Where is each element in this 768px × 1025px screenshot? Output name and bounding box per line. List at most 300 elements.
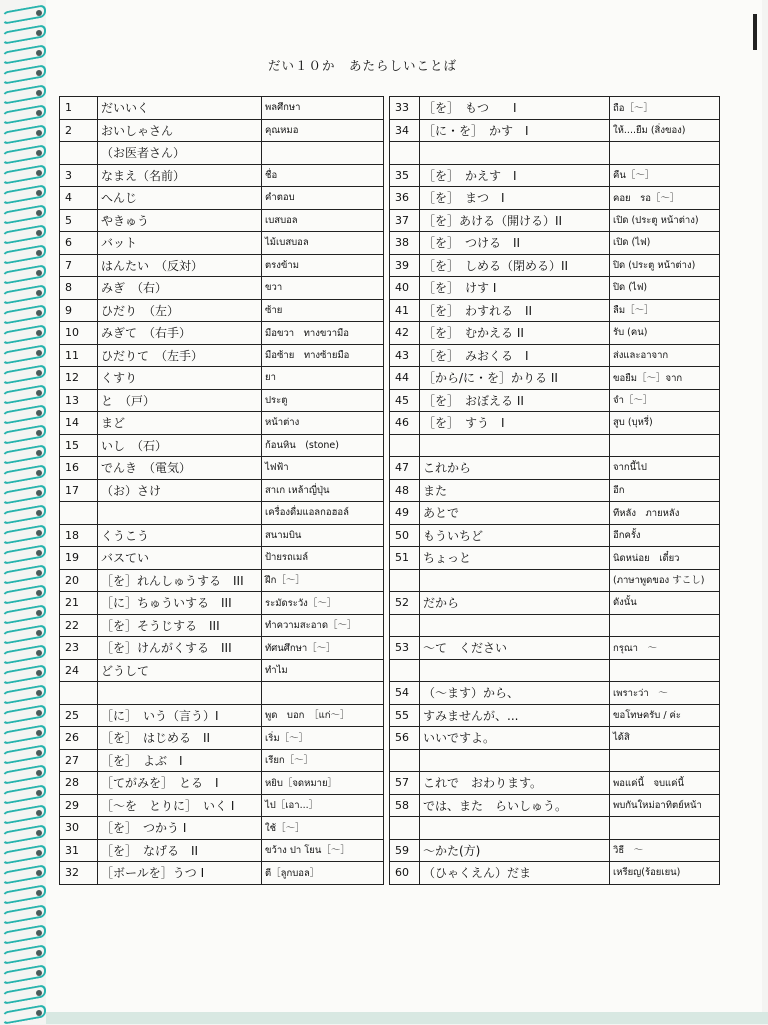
japanese-term: ［を］ おぼえる II [420,389,610,412]
table-row [60,704,384,727]
thai-meaning [610,659,720,682]
table-row [60,367,384,390]
japanese-term: ［を］ つける II [420,232,610,255]
row-number: 43 [390,344,420,367]
japanese-term: ［を］ はじめる II [98,727,262,750]
japanese-term: まど [98,412,262,435]
thai-meaning: ขวา [262,277,384,300]
japanese-term: はんたい （反対） [98,254,262,277]
thai-meaning [610,434,720,457]
row-number: 49 [390,502,420,525]
table-row [60,412,384,435]
japanese-term: ［を］ よぶ I [98,749,262,772]
table-row [390,547,720,570]
spiral-coil [2,268,44,280]
row-number: 12 [60,367,98,390]
row-number: 58 [390,794,420,817]
thai-meaning [262,682,384,705]
spiral-coil [2,948,44,960]
row-number: 3 [60,164,98,187]
table-row [390,367,720,390]
spiral-coil [2,868,44,880]
row-number: 47 [390,457,420,480]
japanese-term: （～ます）から、 [420,682,610,705]
row-number: 54 [390,682,420,705]
japanese-term: ［てがみを］ とる I [98,772,262,795]
thai-meaning: กรุณา ～ [610,637,720,660]
thai-meaning: สูบ (บุหรี่) [610,412,720,435]
thai-meaning [610,749,720,772]
japanese-term: （お）さけ [98,479,262,502]
japanese-term: ［を］けんがくする III [98,637,262,660]
row-number: 16 [60,457,98,480]
row-number: 55 [390,704,420,727]
row-number: 17 [60,479,98,502]
row-number: 8 [60,277,98,300]
table-row [390,277,720,300]
table-row [60,187,384,210]
thai-meaning: เรียก［～］ [262,749,384,772]
japanese-term: （ひゃくえん）だま [420,862,610,885]
row-number: 45 [390,389,420,412]
row-number: 46 [390,412,420,435]
thai-meaning: ไป［เอา...］ [262,794,384,817]
spiral-coil [2,688,44,700]
japanese-term: ［を］ けす I [420,277,610,300]
japanese-term: すみませんが、... [420,704,610,727]
table-row [60,479,384,502]
spiral-coil [2,508,44,520]
row-number: 13 [60,389,98,412]
row-number: 32 [60,862,98,885]
spiral-coil [2,728,44,740]
table-row [390,749,720,772]
spiral-coil [2,808,44,820]
thai-meaning: คำตอบ [262,187,384,210]
japanese-term: おいしゃさん [98,119,262,142]
thai-meaning: ได้สิ [610,727,720,750]
table-row [60,142,384,165]
thai-meaning: ปิด (ไฟ) [610,277,720,300]
table-row [60,209,384,232]
table-row [60,749,384,772]
spiral-coil [2,468,44,480]
row-number: 35 [390,164,420,187]
japanese-term: これで おわります。 [420,772,610,795]
japanese-term: どうして [98,659,262,682]
row-number: 24 [60,659,98,682]
japanese-term: ［を］ すう I [420,412,610,435]
japanese-term: ちょっと [420,547,610,570]
spiral-coil [2,988,44,1000]
spiral-coil [2,528,44,540]
thai-meaning: ระมัดระวัง［～］ [262,592,384,615]
table-row [390,479,720,502]
row-number: 41 [390,299,420,322]
spiral-coil [2,488,44,500]
thai-meaning: เพราะว่า ～ [610,682,720,705]
row-number: 38 [390,232,420,255]
table-row [390,457,720,480]
thai-meaning: ทีหลัง ภายหลัง [610,502,720,525]
thai-meaning: เหรียญ(ร้อยเยน) [610,862,720,885]
row-number: 29 [60,794,98,817]
japanese-term: いし （石） [98,434,262,457]
japanese-term [420,142,610,165]
row-number: 26 [60,727,98,750]
row-number [60,682,98,705]
japanese-term: ［に］ちゅういする III [98,592,262,615]
spiral-coil [2,128,44,140]
table-row [390,794,720,817]
spiral-coil [2,608,44,620]
table-row [390,502,720,525]
japanese-term: と （戸） [98,389,262,412]
japanese-term [420,434,610,457]
thai-meaning: ป้ายรถเมล์ [262,547,384,570]
thai-meaning: ยา [262,367,384,390]
thai-meaning: พบกันใหม่อาทิตย์หน้า [610,794,720,817]
japanese-term: バスてい [98,547,262,570]
thai-meaning: ซ้าย [262,299,384,322]
spiral-coil [2,828,44,840]
thai-meaning: มือขวา ทางขวามือ [262,322,384,345]
spiral-coil [2,648,44,660]
thai-meaning: ส่งและอาจาก [610,344,720,367]
spiral-coil [2,308,44,320]
row-number: 11 [60,344,98,367]
row-number: 51 [390,547,420,570]
row-number: 60 [390,862,420,885]
table-row [390,727,720,750]
japanese-term: ［に・を］ かす I [420,119,610,142]
japanese-term: あとで [420,502,610,525]
table-row [390,614,720,637]
row-number [390,749,420,772]
thai-meaning: ตรงข้าม [262,254,384,277]
thai-meaning: ไม้เบสบอล [262,232,384,255]
spiral-coil [2,248,44,260]
row-number: 48 [390,479,420,502]
japanese-term: みぎ （右） [98,277,262,300]
row-number: 5 [60,209,98,232]
table-row [60,254,384,277]
spiral-coil [2,68,44,80]
row-number: 19 [60,547,98,570]
spiral-coil [2,168,44,180]
thai-meaning: คุณหมอ [262,119,384,142]
spiral-coil [2,228,44,240]
thai-meaning: ให้....ยืม (สิ่งของ) [610,119,720,142]
spiral-coil [2,408,44,420]
spiral-coil [2,428,44,440]
table-row [60,839,384,862]
table-row [390,142,720,165]
spiral-coil [2,108,44,120]
table-row [390,524,720,547]
table-row [390,592,720,615]
spiral-coil [2,8,44,20]
table-row [60,772,384,795]
japanese-term: ［を］ つかう I [98,817,262,840]
row-number [60,502,98,525]
thai-meaning: ขอยืม［～］จาก [610,367,720,390]
japanese-term: ［を］れんしゅうする III [98,569,262,592]
japanese-term: ［を］ しめる（閉める）II [420,254,610,277]
row-number [390,817,420,840]
thai-meaning: หน้าต่าง [262,412,384,435]
row-number: 14 [60,412,98,435]
spiral-coil [2,88,44,100]
table-row [60,119,384,142]
row-number: 50 [390,524,420,547]
thai-meaning: ขอโทษครับ / ค่ะ [610,704,720,727]
spiral-coil [2,48,44,60]
thai-meaning: รับ (คน) [610,322,720,345]
row-number: 52 [390,592,420,615]
thai-meaning: ชื่อ [262,164,384,187]
thai-meaning: เปิด (ไฟ) [610,232,720,255]
table-row [390,299,720,322]
japanese-term: また [420,479,610,502]
japanese-term: ［を］そうじする III [98,614,262,637]
japanese-term: ～かた(方) [420,839,610,862]
row-number: 28 [60,772,98,795]
japanese-term: これから [420,457,610,480]
row-number: 2 [60,119,98,142]
japanese-term: みぎて （右手） [98,322,262,345]
table-row [60,277,384,300]
table-row [390,569,720,592]
table-row [390,839,720,862]
row-number: 1 [60,97,98,120]
japanese-term: ［を］ かえす I [420,164,610,187]
row-number: 31 [60,839,98,862]
row-number [390,659,420,682]
japanese-term: ［を］あける（開ける）II [420,209,610,232]
japanese-term: くすり [98,367,262,390]
spiral-coil [2,888,44,900]
spiral-coil [2,788,44,800]
table-row [60,232,384,255]
row-number: 44 [390,367,420,390]
thai-meaning: อีกครั้ง [610,524,720,547]
thai-meaning: เครื่องดื่มแอลกอฮอล์ [262,502,384,525]
spiral-coil [2,708,44,720]
table-row [390,209,720,232]
spiral-coil [2,968,44,980]
thai-meaning: (ภาษาพูดของ すこし) [610,569,720,592]
thai-meaning: อีก [610,479,720,502]
row-number: 6 [60,232,98,255]
row-number: 21 [60,592,98,615]
row-number: 27 [60,749,98,772]
table-row [390,187,720,210]
table-row [390,817,720,840]
spiral-coil [2,188,44,200]
japanese-term: やきゅう [98,209,262,232]
table-row [60,862,384,885]
japanese-term: ［を］ みおくる I [420,344,610,367]
thai-meaning: ใช้［～］ [262,817,384,840]
row-number: 40 [390,277,420,300]
table-row [390,704,720,727]
table-row [60,502,384,525]
spiral-coil [2,568,44,580]
spiral-coil [2,328,44,340]
table-row [60,817,384,840]
japanese-term: ［を］ まつ I [420,187,610,210]
japanese-term: いいですよ。 [420,727,610,750]
japanese-term: だいいく [98,97,262,120]
japanese-term: もういちど [420,524,610,547]
table-row [60,614,384,637]
vocab-table-right [389,96,720,885]
spiral-coil [2,908,44,920]
table-row [60,389,384,412]
thai-meaning: ทัศนศึกษา［～］ [262,637,384,660]
thai-meaning: คอย รอ［～］ [610,187,720,210]
japanese-term: でんき （電気） [98,457,262,480]
japanese-term [420,569,610,592]
table-row [390,389,720,412]
row-number: 53 [390,637,420,660]
thai-meaning: เปิด (ประตู หน้าต่าง) [610,209,720,232]
japanese-term [420,614,610,637]
thai-meaning: มือซ้าย ทางซ้ายมือ [262,344,384,367]
japanese-term: ［を］ むかえる II [420,322,610,345]
japanese-term: なまえ（名前） [98,164,262,187]
row-number [390,434,420,457]
row-number [390,614,420,637]
row-number: 33 [390,97,420,120]
thai-meaning: ก้อนหิน (stone) [262,434,384,457]
spiral-coil [2,448,44,460]
japanese-term: だから [420,592,610,615]
table-row [390,659,720,682]
thai-meaning [262,142,384,165]
table-row [60,569,384,592]
spiral-coil [2,28,44,40]
row-number: 36 [390,187,420,210]
spiral-coil [2,288,44,300]
thai-meaning: สนามบิน [262,524,384,547]
japanese-term: ［を］ わすれる II [420,299,610,322]
japanese-term [98,682,262,705]
table-row [390,412,720,435]
row-number: 15 [60,434,98,457]
table-row [60,682,384,705]
thai-meaning: ตี［ลูกบอล］ [262,862,384,885]
table-row [390,119,720,142]
thai-meaning [610,614,720,637]
japanese-term: ［に］ いう（言う）I [98,704,262,727]
row-number: 42 [390,322,420,345]
table-row [390,637,720,660]
table-row [60,637,384,660]
thai-meaning: หยิบ［จดหมาย］ [262,772,384,795]
japanese-term: くうこう [98,524,262,547]
japanese-term: ［～を とりに］ いく I [98,794,262,817]
spiral-binding [0,0,46,1024]
spiral-coil [2,668,44,680]
table-row [60,524,384,547]
row-number: 18 [60,524,98,547]
row-number [60,142,98,165]
row-number: 25 [60,704,98,727]
row-number: 57 [390,772,420,795]
thai-meaning: พอแค่นี้ จบแค่นี้ [610,772,720,795]
row-number: 20 [60,569,98,592]
japanese-term: ひだりて （左手） [98,344,262,367]
table-row [60,547,384,570]
spiral-coil [2,548,44,560]
japanese-term: バット [98,232,262,255]
row-number: 10 [60,322,98,345]
table-row [60,97,384,120]
japanese-term: ひだり （左） [98,299,262,322]
thai-meaning: จากนี้ไป [610,457,720,480]
row-number: 9 [60,299,98,322]
table-row [390,97,720,120]
spiral-coil [2,588,44,600]
thai-meaning: ขว้าง ปา โยน［～］ [262,839,384,862]
row-number: 23 [60,637,98,660]
japanese-term: （お医者さん） [98,142,262,165]
thai-meaning: วิธี ～ [610,839,720,862]
bottom-strip [46,1012,768,1024]
thai-meaning: สาเก เหล้าญี่ปุ่น [262,479,384,502]
thai-meaning: เริ่ม［～］ [262,727,384,750]
page-title: だい１０か あたらしいことば [268,58,458,73]
row-number: 39 [390,254,420,277]
table-row [390,232,720,255]
thai-meaning: ปิด (ประตู หน้าต่าง) [610,254,720,277]
japanese-term: ［を］ なげる II [98,839,262,862]
thai-meaning: ฝึก［～］ [262,569,384,592]
japanese-term: ［を］ もつ I [420,97,610,120]
thai-meaning: พูด บอก ［แก่～］ [262,704,384,727]
thai-meaning: ถือ［～］ [610,97,720,120]
vocab-table-left [59,96,384,885]
thai-meaning: ลืม［～］ [610,299,720,322]
table-row [60,457,384,480]
row-number: 34 [390,119,420,142]
table-row [60,592,384,615]
thai-meaning [610,817,720,840]
spiral-coil [2,928,44,940]
table-row [390,862,720,885]
table-row [390,164,720,187]
table-row [60,727,384,750]
japanese-term [98,502,262,525]
thai-meaning: ประตู [262,389,384,412]
thai-meaning: คืน［～］ [610,164,720,187]
table-row [390,434,720,457]
table-row [60,299,384,322]
row-number: 22 [60,614,98,637]
table-row [390,344,720,367]
table-row [60,322,384,345]
thai-meaning: ดังนั้น [610,592,720,615]
spiral-coil [2,208,44,220]
spiral-coil [2,368,44,380]
row-number [390,142,420,165]
japanese-term: ［ボールを］うつ I [98,862,262,885]
table-row [390,322,720,345]
table-row [390,254,720,277]
row-number: 7 [60,254,98,277]
